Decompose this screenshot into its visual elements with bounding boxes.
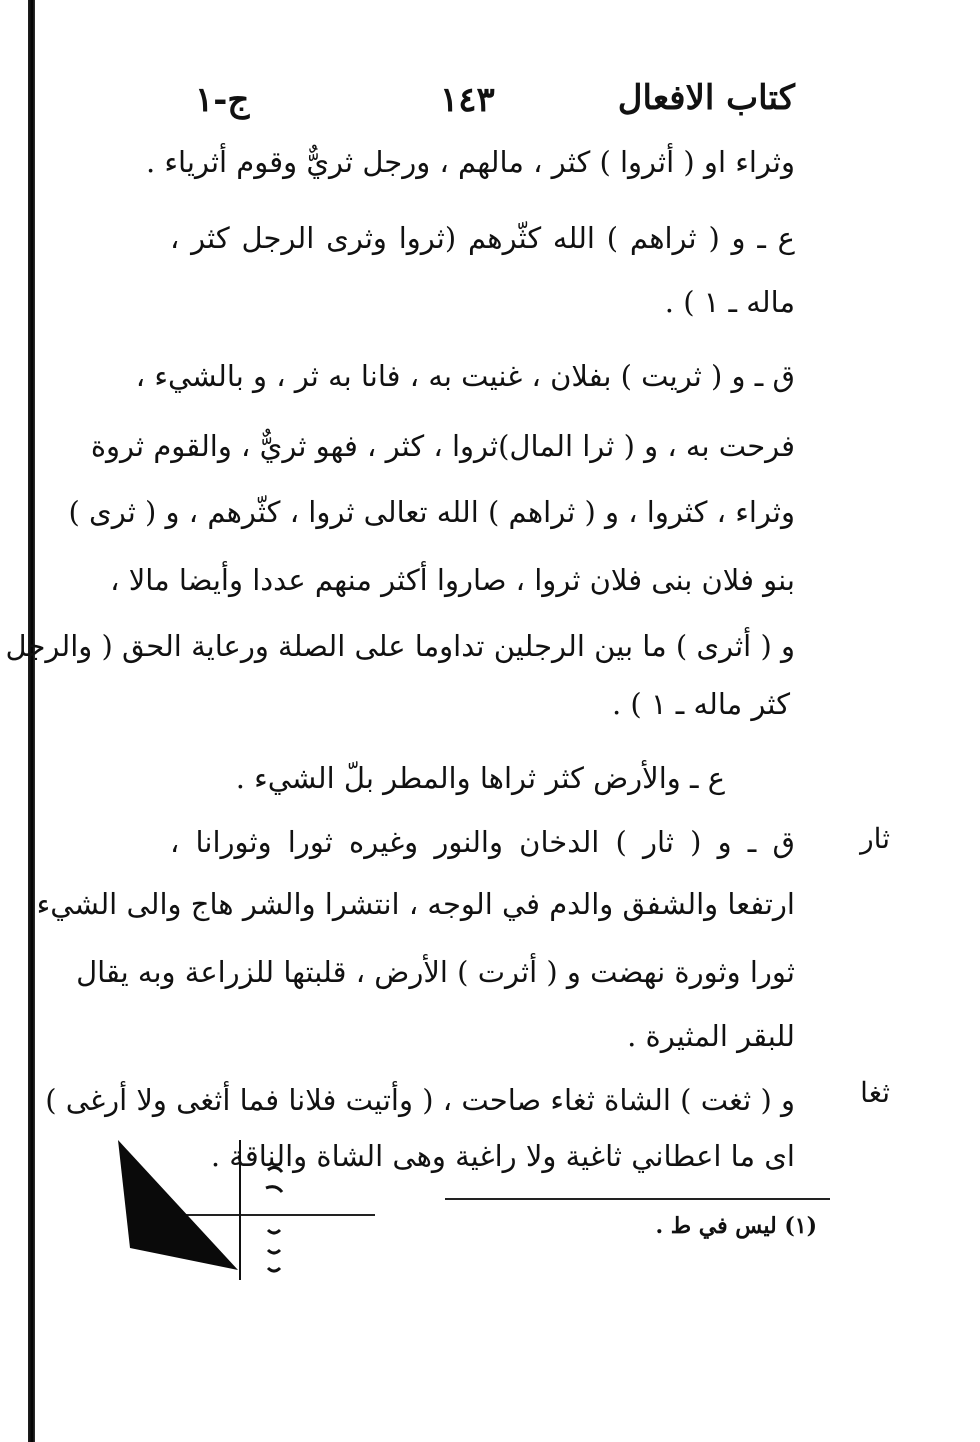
torn-corner-stamp [118,1140,288,1280]
text-line: وثراء ، كثروا ، و ( ثراهم ) الله تعالى ثروا ، كثّرهم ، و ( ثرى ) [68,495,795,529]
text-line: ع ـ و ( ثراهم ) الله كثّرهم (ثروا وثرى الرجل كثر ، [170,221,795,255]
text-line: ارتفعا والشفق والدم في الوجه ، انتشرا والشر هاج والى الشيء [36,887,795,921]
text-line: للبقر المثيرة . [627,1019,795,1053]
text-line: ع ـ والأرض كثر ثراها والمطر بلّ الشيء . [235,761,725,795]
text-line: كثر ماله ـ ١ ) . [611,687,790,721]
binding-edge [28,0,35,1442]
text-line: فرحت به ، و ( ثرا المال)ثروا ، كثر ، فهو ثريٌّ ، والقوم ثروة [90,429,795,463]
footnote: (١) ليس في ط . [655,1213,817,1239]
text-line: و ( ثغت ) الشاة ثغاء صاحت ، ( وأتيت فلانا فما أثغى ولا أرغى ) [45,1083,795,1117]
text-line: ق ـ و ( ثار ) الدخان والنور وغيره ثورا وثورانا ، [170,825,795,859]
text-line: و ( أثرى ) ما بين الرجلين تداوما على الصلة ورعاية الحق ( والرجل [5,629,795,663]
volume-label: ج-١ [195,80,250,120]
page-header [195,78,795,128]
text-line: وثراء او ( أثروا ) كثر ، مالهم ، ورجل ثريٌّ وقوم أثرياء . [145,145,795,179]
text-line: ق ـ و ( ثريت ) بفلان ، غنيت به ، فانا به ثر ، و بالشيء ، [135,359,795,393]
text-line: ماله ـ ١ ) . [664,285,795,319]
book-title: كتاب الافعال [617,78,795,118]
margin-entry-word: ثار [860,822,890,855]
margin-entry-word: ثغا [860,1076,890,1109]
text-line: ثورا وثورة نهضت و ( أثرت ) الأرض ، قلبتها للزراعة وبه يقال [76,955,795,989]
text-line: بنو فلان بنى فلان ثروا ، صاروا أكثر منهم عددا وأيضا مالا ، [110,563,795,597]
page-number: ١٤٣ [440,80,495,120]
footnote-rule [445,1198,830,1200]
text-line: اى ما اعطاني ثاغية ولا راغية وهى الشاة والناقة . [210,1139,795,1173]
